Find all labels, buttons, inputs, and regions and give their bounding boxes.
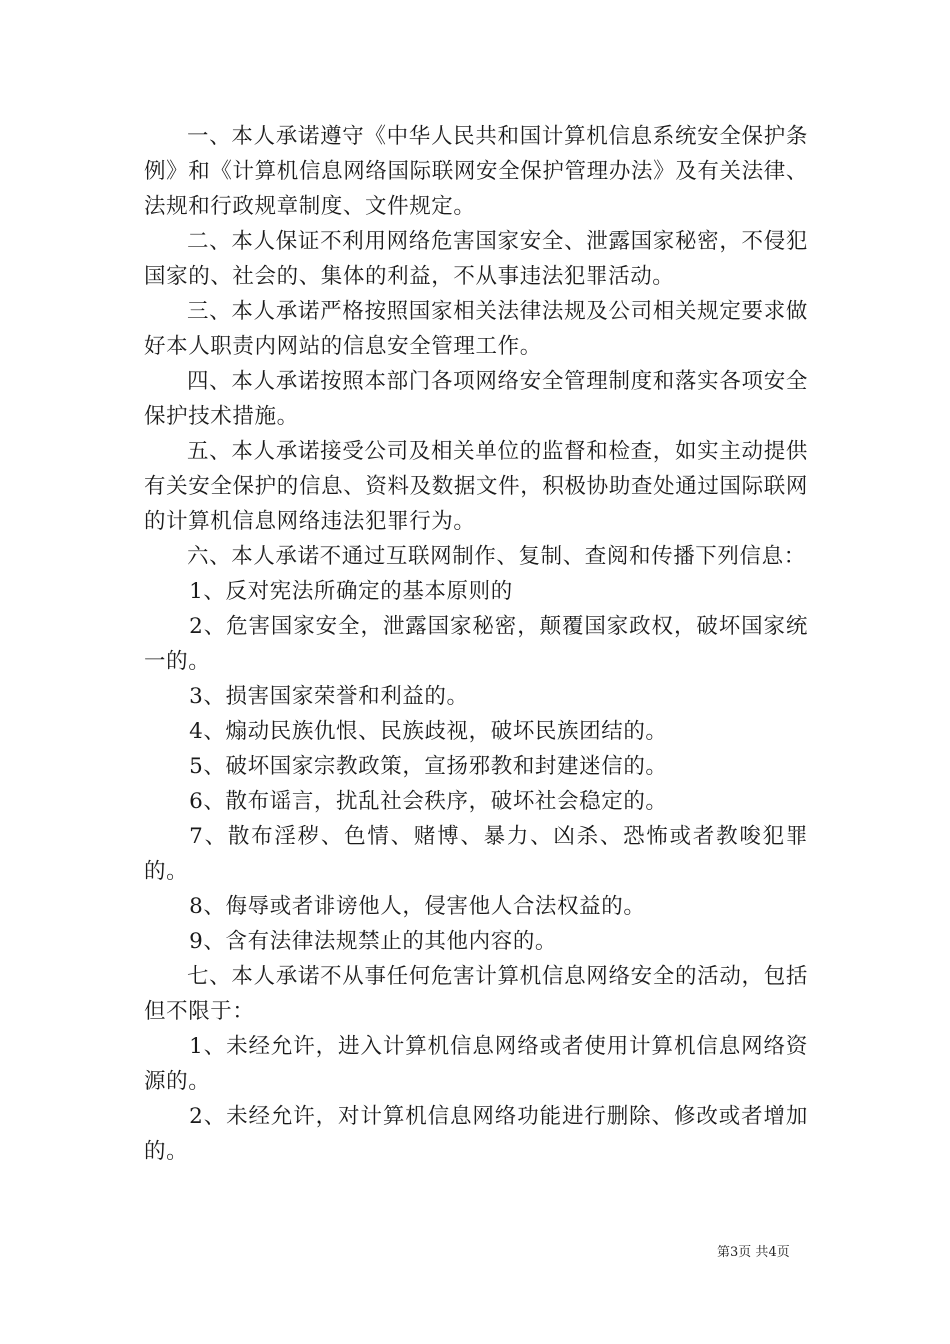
clause-paragraph: 六、本人承诺不通过互联网制作、复制、查阅和传播下列信息： [187,544,806,569]
clause-paragraph: 四、本人承诺按照本部门各项网络安全管理制度和落实各项安全保护技术措施。 [144,369,808,429]
list-item: 3、损害国家荣誉和利益的。 [189,684,469,709]
list-item: 8、侮辱或者诽谤他人，侵害他人合法权益的。 [189,894,646,919]
list-item: 4、煽动民族仇恨、民族歧视，破坏民族团结的。 [189,719,668,744]
list-item: 5、破坏国家宗教政策，宣扬邪教和封建迷信的。 [189,754,668,779]
list-item: 7、散布淫秽、色情、赌博、暴力、凶杀、恐怖或者教唆犯罪的。 [144,824,808,884]
page-label-mid: 页 共 [738,1245,769,1260]
clause-paragraph: 二、本人保证不利用网络危害国家安全、泄露国家秘密，不侵犯国家的、社会的、集体的利益，不从事违法犯罪活动。 [144,229,808,289]
list-item: 9、含有法律法规禁止的其他内容的。 [189,929,558,954]
clause-paragraph: 三、本人承诺严格按照国家相关法律法规及公司相关规定要求做好本人职责内网站的信息安全管理工作。 [144,299,808,359]
list-item: 6、散布谣言，扰乱社会秩序，破坏社会稳定的。 [189,789,668,814]
list-item: 2、未经允许，对计算机信息网络功能进行删除、修改或者增加的。 [144,1104,808,1164]
clause-paragraph: 七、本人承诺不从事任何危害计算机信息网络安全的活动，包括但不限于： [144,964,808,1024]
list-item: 2、危害国家安全，泄露国家秘密，颠覆国家政权，破坏国家统一的。 [144,614,808,674]
total-pages-number: 4 [768,1245,777,1260]
list-item: 1、未经允许，进入计算机信息网络或者使用计算机信息网络资源的。 [144,1034,808,1094]
clause-paragraph: 一、本人承诺遵守《中华人民共和国计算机信息系统安全保护条例》和《计算机信息网络国际联网安全保护管理办法》及有关法律、法规和行政规章制度、文件规定。 [144,124,808,219]
page-label-prefix: 第 [717,1245,731,1260]
list-item: 1、反对宪法所确定的基本原则的 [189,579,513,604]
page-number-footer [717,1245,790,1261]
page-label-suffix: 页 [776,1245,790,1260]
current-page-number: 3 [730,1245,739,1260]
document-body [144,119,808,1169]
clause-paragraph: 五、本人承诺接受公司及相关单位的监督和检查，如实主动提供有关安全保护的信息、资料及数据文件，积极协助查处通过国际联网的计算机信息网络违法犯罪行为。 [144,439,808,534]
